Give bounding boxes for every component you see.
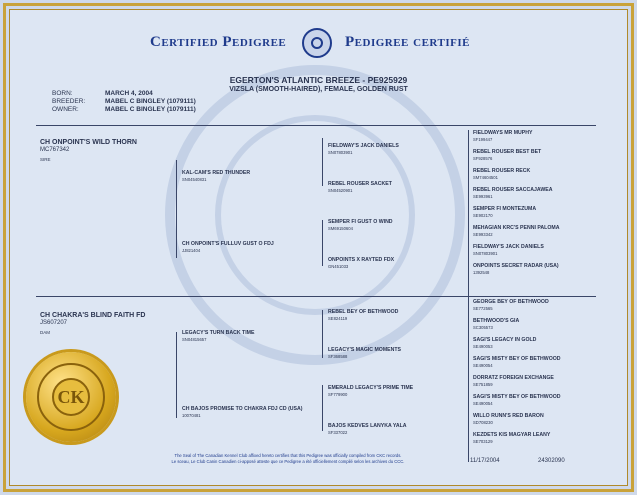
dam-name: CH CHAKRA'S BLIND FAITH FD xyxy=(40,312,146,319)
gen4-name: SAGI'S MISTY BEY OF BETHWOOD xyxy=(473,356,561,362)
gen4-reg: 1392548 xyxy=(473,270,490,275)
gen4-reg: SE703129 xyxy=(473,439,493,444)
gen4-reg: SE902170 xyxy=(473,213,493,218)
certificate-number: 24302090 xyxy=(538,458,565,464)
gen3-reg: SF368588 xyxy=(328,354,348,359)
gen2-name: CH ONPOINT'S FULLUV GUST O FDJ xyxy=(182,241,274,247)
sire-role: SIRE xyxy=(40,157,51,162)
gen4-name: REBEL ROUSER BEST BET xyxy=(473,149,542,155)
gen3-reg: SF337022 xyxy=(328,430,348,435)
sire-section-divider xyxy=(36,125,596,126)
dam-role: DAM xyxy=(40,330,50,335)
gen2-reg: JJ821404 xyxy=(182,248,201,253)
gen3-reg: SE824119 xyxy=(328,316,348,321)
gen4-reg: SF199447 xyxy=(473,137,493,142)
gen2-name: CH BAJOS PROMISE TO CHAKRA FDJ CD (USA) xyxy=(182,406,303,412)
gen4-name: SAGI'S MISTY BEY OF BETHWOOD xyxy=(473,394,561,400)
footer-certification xyxy=(128,453,448,464)
owner-value: MABEL C BINGLEY (1079111) xyxy=(105,106,196,113)
dam-bracket-line xyxy=(176,332,177,418)
sire-reg: MC767342 xyxy=(40,147,70,153)
seal-monogram-icon: CK xyxy=(52,378,90,416)
gen2-name: KAL-CAM'S RED THUNDER xyxy=(182,170,251,176)
gen4-name: SEMPER FI MONTEZUMA xyxy=(473,206,537,212)
gen4-reg: SM74604501 xyxy=(473,175,498,180)
dog-name: EGERTON'S ATLANTIC BREEZE - PE925929 xyxy=(229,75,408,85)
gen2-reg: 10070481 xyxy=(182,413,201,418)
gen2-reg: SN04815657 xyxy=(182,337,207,342)
gen4-name: SAGI'S LEGACY IN GOLD xyxy=(473,337,537,343)
gen4-name: MEHAGIAN KRC'S PENNI PALOMA xyxy=(473,225,560,231)
gen3-reg: GN451033 xyxy=(328,264,349,269)
issue-date: 11/17/2004 xyxy=(470,458,500,464)
gen2-reg: SN04540831 xyxy=(182,177,207,182)
gen3-name: SEMPER FI GUST O WIND xyxy=(328,219,393,225)
gen4-name: WILLO RUNN'S RED BARON xyxy=(473,413,544,419)
gen4-name: ONPOINTS SECRET RADAR (USA) xyxy=(473,263,559,269)
gen4-name: BETHWOOD'S GIA xyxy=(473,318,520,324)
gen4-reg: SC305573 xyxy=(473,325,493,330)
dog-description: VIZSLA (SMOOTH-HAIRED), FEMALE, GOLDEN RUST xyxy=(229,86,408,93)
gen3-reg: SM69150604 xyxy=(328,226,353,231)
gen4-reg: SE993342 xyxy=(473,232,493,237)
gen4-reg: SN07803901 xyxy=(473,251,498,256)
gen3-bracket-3 xyxy=(322,310,323,358)
gen3-name: ONPOINTS X RAYTED FDX xyxy=(328,257,395,263)
gen3-reg: SN07803901 xyxy=(328,150,353,155)
gen4-reg: SE490053 xyxy=(473,344,493,349)
gen4-name: FIELDWAY'S JACK DANIELS xyxy=(473,244,544,250)
gen4-name: DORRATZ FOREIGN EXCHANGE xyxy=(473,375,554,381)
title-english: Certified Pedigree xyxy=(150,34,287,50)
gen3-bracket-1 xyxy=(322,138,323,186)
gen3-name: REBEL ROUSER SACKET xyxy=(328,181,392,187)
dam-section-divider xyxy=(36,296,596,297)
sire-bracket-line xyxy=(176,160,177,258)
gen3-name: EMERALD LEGACY'S PRIME TIME xyxy=(328,385,414,391)
gen4-reg: SF928576 xyxy=(473,156,493,161)
gen4-name: GEORGE BEY OF BETHWOOD xyxy=(473,299,549,305)
gen4-name: KEZDETS KIS MAGYAR LEANY xyxy=(473,432,551,438)
gen3-name: LEGACY'S MAGIC MOMENTS xyxy=(328,347,401,353)
ckc-logo-icon xyxy=(302,28,332,58)
gen4-reg: SE772565 xyxy=(473,306,493,311)
gen4-name: REBEL ROUSER RECK xyxy=(473,168,531,174)
gen4-name: REBEL ROUSER SACCAJAWEA xyxy=(473,187,553,193)
gen4-reg: SE490054 xyxy=(473,363,493,368)
gen4-bracket xyxy=(468,130,469,462)
breeder-value: MABEL C BINGLEY (1079111) xyxy=(105,98,196,105)
gen4-reg: SD708230 xyxy=(473,420,493,425)
title-french: Pedigree certifié xyxy=(345,34,470,50)
gen2-name: LEGACY'S TURN BACK TIME xyxy=(182,330,255,336)
owner-label: OWNER: xyxy=(52,106,79,113)
gen3-reg: SN04520901 xyxy=(328,188,353,193)
gen3-name: FIELDWAY'S JACK DANIELS xyxy=(328,143,399,149)
gen4-reg: SE490054 xyxy=(473,401,493,406)
dam-reg: JS607207 xyxy=(40,320,68,326)
gen3-reg: SF779900 xyxy=(328,392,348,397)
gen3-name: BAJOS KEDVES LANYKA YALA xyxy=(328,423,407,429)
gen3-bracket-4 xyxy=(322,385,323,431)
footer-line-en: The Seal of The Canadian Kennel Club affixed hereto certifies that this Pedigree was officially compiled from CKC records. xyxy=(174,453,402,458)
sire-name: CH ONPOINT'S WILD THORN xyxy=(40,139,137,146)
born-value: MARCH 4, 2004 xyxy=(105,90,153,97)
gen4-name: FIELDWAYS MR MUPHY xyxy=(473,130,533,136)
gen4-reg: SE993961 xyxy=(473,194,493,199)
gen3-bracket-2 xyxy=(322,220,323,266)
footer-line-fr: Le sceau, Le Club Canin Canadien ci-apposé atteste que ce Pedigree a été officiellement compilé selon les archives du CCC. xyxy=(171,458,405,464)
born-label: BORN: xyxy=(52,90,73,97)
gen4-reg: SE751859 xyxy=(473,382,493,387)
breeder-label: BREEDER: xyxy=(52,98,86,105)
gen3-name: REBEL BEY OF BETHWOOD xyxy=(328,309,399,315)
